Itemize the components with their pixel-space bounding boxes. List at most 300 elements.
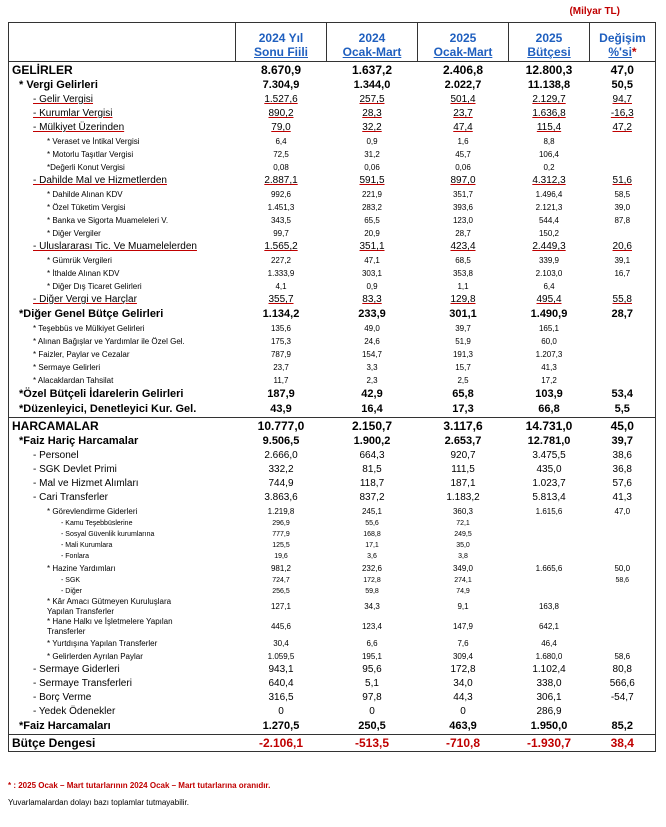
cell-value: 99,7: [273, 229, 289, 238]
cell-value: 195,1: [361, 652, 383, 661]
cell-value: [509, 586, 590, 597]
cell-value: 2.103,0: [535, 269, 563, 278]
cell-value: 43,9: [236, 402, 327, 418]
table-row: [9, 663, 656, 677]
cell-value: 65,5: [364, 216, 380, 225]
cell-value: 32,2: [362, 122, 382, 133]
cell-value: 87,8: [590, 214, 656, 227]
cell-value: 74,9: [456, 588, 470, 595]
table-row: [9, 491, 656, 505]
cell-value: 1.637,2: [327, 62, 418, 79]
cell-value: 250,5: [327, 719, 418, 735]
cell-value: 2.129,7: [532, 94, 566, 105]
cell-value: 360,3: [452, 507, 474, 516]
cell-value: 544,4: [538, 216, 560, 225]
cell-value: [590, 617, 656, 637]
cell-value: 943,1: [268, 664, 294, 675]
footnote-rounding: Yuvarlamalardan dolayı bazı toplamlar tutmayabilir.: [8, 798, 189, 807]
cell-value: 51,6: [590, 174, 656, 188]
cell-value: 1.496,4: [535, 190, 563, 199]
row-label: *Düzenleyici, Denetleyici Kur. Gel.: [9, 402, 236, 418]
cell-value: 58,6: [590, 650, 656, 663]
cell-value: 123,4: [361, 622, 383, 631]
cell-value: [590, 322, 656, 335]
row-label: * Gümrük Vergileri: [9, 254, 236, 267]
cell-value: 306,1: [536, 692, 562, 703]
row-label: - Gelir Vergisi: [9, 93, 236, 107]
cell-value: 30,4: [273, 639, 289, 648]
cell-value: 123,0: [452, 216, 474, 225]
row-label: * Veraset ve İntikal Vergisi: [9, 135, 236, 148]
cell-value: 981,2: [270, 564, 292, 573]
cell-value: 5,5: [590, 402, 656, 418]
row-label: - Sosyal Güvenlik kurumlarına: [9, 529, 236, 540]
cell-value: 338,0: [536, 678, 562, 689]
cell-value: 23,7: [453, 108, 473, 119]
cell-value: 50,0: [590, 562, 656, 575]
cell-value: 65,8: [452, 388, 474, 400]
cell-value: 353,8: [452, 269, 474, 278]
row-label: * Diğer Vergiler: [9, 227, 236, 240]
cell-value: 39,1: [590, 254, 656, 267]
cell-value: 135,6: [270, 324, 292, 333]
cell-value: 97,8: [362, 692, 382, 703]
table-row: [9, 361, 656, 374]
cell-value: -513,5: [327, 735, 418, 752]
cell-value: 31,2: [364, 150, 380, 159]
column-header: 2024 Yıl Sonu Fiili: [236, 23, 327, 62]
row-label: - Kamu Teşebbüslerine: [9, 518, 236, 529]
cell-value: 55,8: [590, 293, 656, 307]
cell-value: [590, 540, 656, 551]
cell-value: 127,1: [270, 602, 292, 611]
row-label: * Dahilde Alınan KDV: [9, 188, 236, 201]
cell-value: 47,0: [590, 505, 656, 518]
cell-value: 920,7: [450, 450, 476, 461]
cell-value: 2.022,7: [444, 79, 482, 91]
cell-value: 59,8: [365, 588, 379, 595]
cell-value: 0: [278, 706, 284, 717]
table-row: [9, 214, 656, 227]
cell-value: 57,6: [590, 477, 656, 491]
cell-value: 111,5: [451, 464, 475, 475]
cell-value: 1.207,3: [535, 350, 563, 359]
cell-value: 1.059,5: [267, 652, 295, 661]
row-label: * Gelirlerden Ayrılan Paylar: [9, 650, 236, 663]
cell-value: 1,1: [457, 282, 469, 291]
cell-value: 3.475,5: [532, 450, 566, 461]
cell-value: 890,2: [268, 108, 294, 119]
row-label: * Sermaye Gelirleri: [9, 361, 236, 374]
cell-value: 232,6: [361, 564, 383, 573]
cell-value: 14.731,0: [509, 418, 590, 435]
cell-value: 501,4: [450, 94, 476, 105]
table-row: [9, 518, 656, 529]
table-row: [9, 691, 656, 705]
cell-value: -2.106,1: [236, 735, 327, 752]
cell-value: 393,6: [452, 203, 474, 212]
table-row: [9, 188, 656, 201]
cell-value: 1,6: [457, 137, 469, 146]
cell-value: 2.887,1: [264, 175, 298, 186]
table-row: [9, 267, 656, 280]
cell-value: 351,1: [359, 241, 385, 252]
cell-value: 992,6: [270, 190, 292, 199]
cell-value: 1.333,9: [267, 269, 295, 278]
cell-value: 51,9: [455, 337, 471, 346]
footnote-ratio: * : 2025 Ocak – Mart tutarlarının 2024 Ocak – Mart tutarlarına oranıdır.: [8, 781, 271, 790]
cell-value: 16,7: [590, 267, 656, 280]
cell-value: 187,1: [450, 478, 476, 489]
cell-value: 0,06: [364, 163, 380, 172]
cell-value: 1.451,3: [267, 203, 295, 212]
row-label: *Değerli Konut Vergisi: [9, 161, 236, 174]
budget-table: [8, 22, 655, 752]
table-row: [9, 586, 656, 597]
row-label: *Özel Bütçeli İdarelerin Gelirleri: [9, 387, 236, 402]
cell-value: 8.670,9: [236, 62, 327, 79]
row-label: - SGK: [9, 575, 236, 586]
cell-value: 274,1: [454, 577, 472, 584]
cell-value: 0,06: [455, 163, 471, 172]
cell-value: 2,3: [366, 376, 378, 385]
row-label: HARCAMALAR: [9, 418, 236, 435]
cell-value: 94,7: [590, 93, 656, 107]
cell-value: 150,2: [538, 229, 560, 238]
cell-value: 83,3: [362, 294, 382, 305]
cell-value: 2.666,0: [264, 450, 298, 461]
cell-value: 256,5: [272, 588, 290, 595]
cell-value: 72,5: [273, 150, 289, 159]
row-label: * Hazine Yardımları: [9, 562, 236, 575]
cell-value: 39,0: [590, 201, 656, 214]
table-row: [9, 348, 656, 361]
cell-value: 28,3: [362, 108, 382, 119]
header-label-empty: [9, 23, 236, 62]
cell-value: 283,2: [361, 203, 383, 212]
table-row: [9, 677, 656, 691]
cell-value: 309,4: [452, 652, 474, 661]
cell-value: 55,6: [365, 520, 379, 527]
table-row: [9, 335, 656, 348]
row-label: - SGK Devlet Primi: [9, 463, 236, 477]
column-header: Değişim %'si*: [590, 23, 656, 62]
cell-value: 1.636,8: [532, 108, 566, 119]
row-label: * İthalde Alınan KDV: [9, 267, 236, 280]
row-label: - Mali Kurumlara: [9, 540, 236, 551]
cell-value: 2.653,7: [444, 435, 482, 447]
cell-value: 0,9: [366, 137, 378, 146]
cell-value: 591,5: [359, 175, 385, 186]
cell-value: 17,2: [541, 376, 557, 385]
cell-value: 1.219,8: [267, 507, 295, 516]
cell-value: 351,7: [452, 190, 474, 199]
cell-value: 39,7: [455, 324, 471, 333]
row-label: - Fonlara: [9, 551, 236, 562]
cell-value: 20,6: [590, 240, 656, 254]
cell-value: 1.950,0: [509, 719, 590, 735]
table-row: [9, 148, 656, 161]
cell-value: 49,0: [364, 324, 380, 333]
cell-value: 154,7: [361, 350, 383, 359]
cell-value: 172,8: [450, 664, 476, 675]
cell-value: 566,6: [590, 677, 656, 691]
cell-value: 7.304,9: [262, 79, 300, 91]
cell-value: 163,8: [538, 602, 560, 611]
cell-value: [590, 161, 656, 174]
cell-value: 343,5: [270, 216, 292, 225]
table-row: [9, 78, 656, 93]
table-row: [9, 505, 656, 518]
column-header: 2025 Ocak-Mart: [418, 23, 509, 62]
cell-value: [509, 551, 590, 562]
cell-value: 787,9: [270, 350, 292, 359]
table-row: [9, 161, 656, 174]
cell-value: [590, 597, 656, 617]
cell-value: 1.344,0: [353, 79, 391, 91]
cell-value: [590, 551, 656, 562]
cell-value: 1.680,0: [535, 652, 563, 661]
cell-value: -1.930,7: [509, 735, 590, 752]
cell-value: 4,1: [275, 282, 287, 291]
unit-label: (Milyar TL): [569, 6, 620, 17]
cell-value: 16,4: [327, 402, 418, 418]
row-label: - Diğer: [9, 586, 236, 597]
cell-value: 17,3: [418, 402, 509, 418]
row-label: * Kâr Amacı Gütmeyen Kuruluşlara Yapılan Transferler: [9, 597, 236, 617]
cell-value: 95,6: [362, 664, 382, 675]
cell-value: 744,9: [268, 478, 294, 489]
cell-value: 187,9: [267, 388, 295, 400]
cell-value: 897,0: [450, 175, 476, 186]
cell-value: 837,2: [359, 492, 385, 503]
cell-value: -54,7: [590, 691, 656, 705]
cell-value: 165,1: [538, 324, 560, 333]
cell-value: 316,5: [268, 692, 294, 703]
cell-value: 11,7: [273, 376, 289, 385]
cell-value: 245,1: [361, 507, 383, 516]
cell-value: [590, 529, 656, 540]
row-label: - Uluslararası Tic. Ve Muamelelerden: [9, 240, 236, 254]
cell-value: 35,0: [456, 542, 470, 549]
cell-value: [590, 374, 656, 387]
table-header-row: [9, 23, 656, 62]
cell-value: [590, 361, 656, 374]
table-row: [9, 280, 656, 293]
cell-value: 47,4: [453, 122, 473, 133]
cell-value: 41,3: [541, 363, 557, 372]
cell-value: 118,7: [359, 478, 385, 489]
cell-value: 44,3: [453, 692, 473, 703]
cell-value: 168,8: [363, 531, 381, 538]
row-label: *Faiz Hariç Harcamalar: [9, 434, 236, 449]
cell-value: 72,1: [456, 520, 470, 527]
cell-value: 47,0: [590, 62, 656, 79]
cell-value: 106,4: [538, 150, 560, 159]
table-row: [9, 463, 656, 477]
table-row: [9, 449, 656, 463]
table-row: [9, 227, 656, 240]
cell-value: [509, 540, 590, 551]
cell-value: 7,6: [457, 639, 469, 648]
cell-value: 301,1: [449, 308, 477, 320]
cell-value: 0,08: [273, 163, 289, 172]
row-label: - Mülkiyet Üzerinden: [9, 121, 236, 135]
cell-value: 191,3: [452, 350, 474, 359]
table-row: [9, 434, 656, 449]
cell-value: [509, 575, 590, 586]
table-row: [9, 402, 656, 418]
row-label: * Özel Tüketim Vergisi: [9, 201, 236, 214]
cell-value: 147,9: [452, 622, 474, 631]
cell-value: 9.506,5: [262, 435, 300, 447]
cell-value: 175,3: [270, 337, 292, 346]
table-row: [9, 107, 656, 121]
cell-value: 115,4: [536, 122, 562, 133]
table-row: [9, 551, 656, 562]
cell-value: 3,6: [367, 553, 377, 560]
table-row: [9, 293, 656, 307]
cell-value: 445,6: [270, 622, 292, 631]
cell-value: 1.527,6: [264, 94, 298, 105]
row-label: - Dahilde Mal ve Hizmetlerden: [9, 174, 236, 188]
cell-value: 423,4: [450, 241, 476, 252]
cell-value: 0: [369, 706, 375, 717]
cell-value: 724,7: [272, 577, 290, 584]
row-label: * Banka ve Sigorta Muameleleri V.: [9, 214, 236, 227]
cell-value: 1.490,9: [530, 308, 568, 320]
cell-value: 1.615,6: [535, 507, 563, 516]
table-row: [9, 62, 656, 79]
row-label: * Görevlendirme Giderleri: [9, 505, 236, 518]
cell-value: 28,7: [590, 307, 656, 322]
cell-value: 38,4: [590, 735, 656, 752]
table-row: [9, 562, 656, 575]
cell-value: 39,7: [590, 434, 656, 449]
row-label: * Vergi Gelirleri: [9, 78, 236, 93]
cell-value: 34,3: [364, 602, 380, 611]
cell-value: 66,8: [509, 402, 590, 418]
row-label: * Alacaklardan Tahsilat: [9, 374, 236, 387]
table-row: [9, 650, 656, 663]
cell-value: 6,4: [275, 137, 287, 146]
cell-value: [509, 529, 590, 540]
cell-value: 46,4: [541, 639, 557, 648]
cell-value: 129,8: [450, 294, 476, 305]
row-label: * Teşebbüs ve Mülkiyet Gelirleri: [9, 322, 236, 335]
cell-value: 12.800,3: [509, 62, 590, 79]
row-label: - Sermaye Giderleri: [9, 663, 236, 677]
cell-value: 463,9: [418, 719, 509, 735]
cell-value: 303,1: [361, 269, 383, 278]
table-row: [9, 121, 656, 135]
table-row: [9, 307, 656, 322]
cell-value: 3,3: [366, 363, 378, 372]
table-row: [9, 529, 656, 540]
cell-value: 339,9: [538, 256, 560, 265]
cell-value: 4.312,3: [532, 175, 566, 186]
cell-value: 777,9: [272, 531, 290, 538]
cell-value: 8,8: [543, 137, 555, 146]
cell-value: 68,5: [455, 256, 471, 265]
cell-value: 81,5: [362, 464, 382, 475]
cell-value: 1.565,2: [264, 241, 298, 252]
table-row: [9, 617, 656, 637]
cell-value: [590, 518, 656, 529]
cell-value: 2,5: [457, 376, 469, 385]
table-row: [9, 637, 656, 650]
cell-value: 85,2: [590, 719, 656, 735]
table-row: [9, 240, 656, 254]
column-header: 2024 Ocak-Mart: [327, 23, 418, 62]
cell-value: 3.117,6: [418, 418, 509, 435]
table-row: [9, 575, 656, 586]
cell-value: 1.134,2: [262, 308, 300, 320]
cell-value: 125,5: [272, 542, 290, 549]
cell-value: [590, 280, 656, 293]
cell-value: 5.813,4: [532, 492, 566, 503]
table-row: [9, 322, 656, 335]
cell-value: 286,9: [536, 706, 562, 717]
cell-value: 28,7: [455, 229, 471, 238]
cell-value: 12.781,0: [527, 435, 571, 447]
cell-value: 11.138,8: [527, 79, 571, 91]
cell-value: 1.900,2: [353, 435, 391, 447]
cell-value: 79,0: [271, 122, 291, 133]
cell-value: 227,2: [270, 256, 292, 265]
cell-value: 233,9: [358, 308, 386, 320]
row-label: - Sermaye Transferleri: [9, 677, 236, 691]
cell-value: 495,4: [536, 294, 562, 305]
cell-value: 80,8: [590, 663, 656, 677]
row-label: - Diğer Vergi ve Harçlar: [9, 293, 236, 307]
cell-value: 2.150,7: [327, 418, 418, 435]
cell-value: 47,1: [364, 256, 380, 265]
table-row: [9, 477, 656, 491]
cell-value: 1.183,2: [446, 492, 480, 503]
cell-value: -710,8: [418, 735, 509, 752]
cell-value: 20,9: [364, 229, 380, 238]
row-label: * Alınan Bağışlar ve Yardımlar ile Özel Gel.: [9, 335, 236, 348]
cell-value: 42,9: [361, 388, 383, 400]
cell-value: 172,8: [363, 577, 381, 584]
cell-value: 58,5: [590, 188, 656, 201]
row-label: - Mal ve Hizmet Alımları: [9, 477, 236, 491]
cell-value: 6,4: [543, 282, 555, 291]
cell-value: 58,6: [590, 575, 656, 586]
cell-value: 257,5: [359, 94, 385, 105]
row-label: * Hane Halkı ve İşletmelere Yapılan Transferler: [9, 617, 236, 637]
cell-value: 10.777,0: [236, 418, 327, 435]
table-row: [9, 540, 656, 551]
cell-value: 642,1: [538, 622, 560, 631]
cell-value: 0: [460, 706, 466, 717]
table-row: [9, 418, 656, 435]
cell-value: [590, 637, 656, 650]
table-row: [9, 719, 656, 735]
row-label: Bütçe Dengesi: [9, 735, 236, 752]
cell-value: 34,0: [453, 678, 473, 689]
table-row: [9, 597, 656, 617]
row-label: - Borç Verme: [9, 691, 236, 705]
row-label: - Kurumlar Vergisi: [9, 107, 236, 121]
cell-value: 1.270,5: [236, 719, 327, 735]
cell-value: [590, 586, 656, 597]
cell-value: 332,2: [268, 464, 294, 475]
row-label: * Faizler, Paylar ve Cezalar: [9, 348, 236, 361]
cell-value: 3,8: [458, 553, 468, 560]
cell-value: [590, 227, 656, 240]
